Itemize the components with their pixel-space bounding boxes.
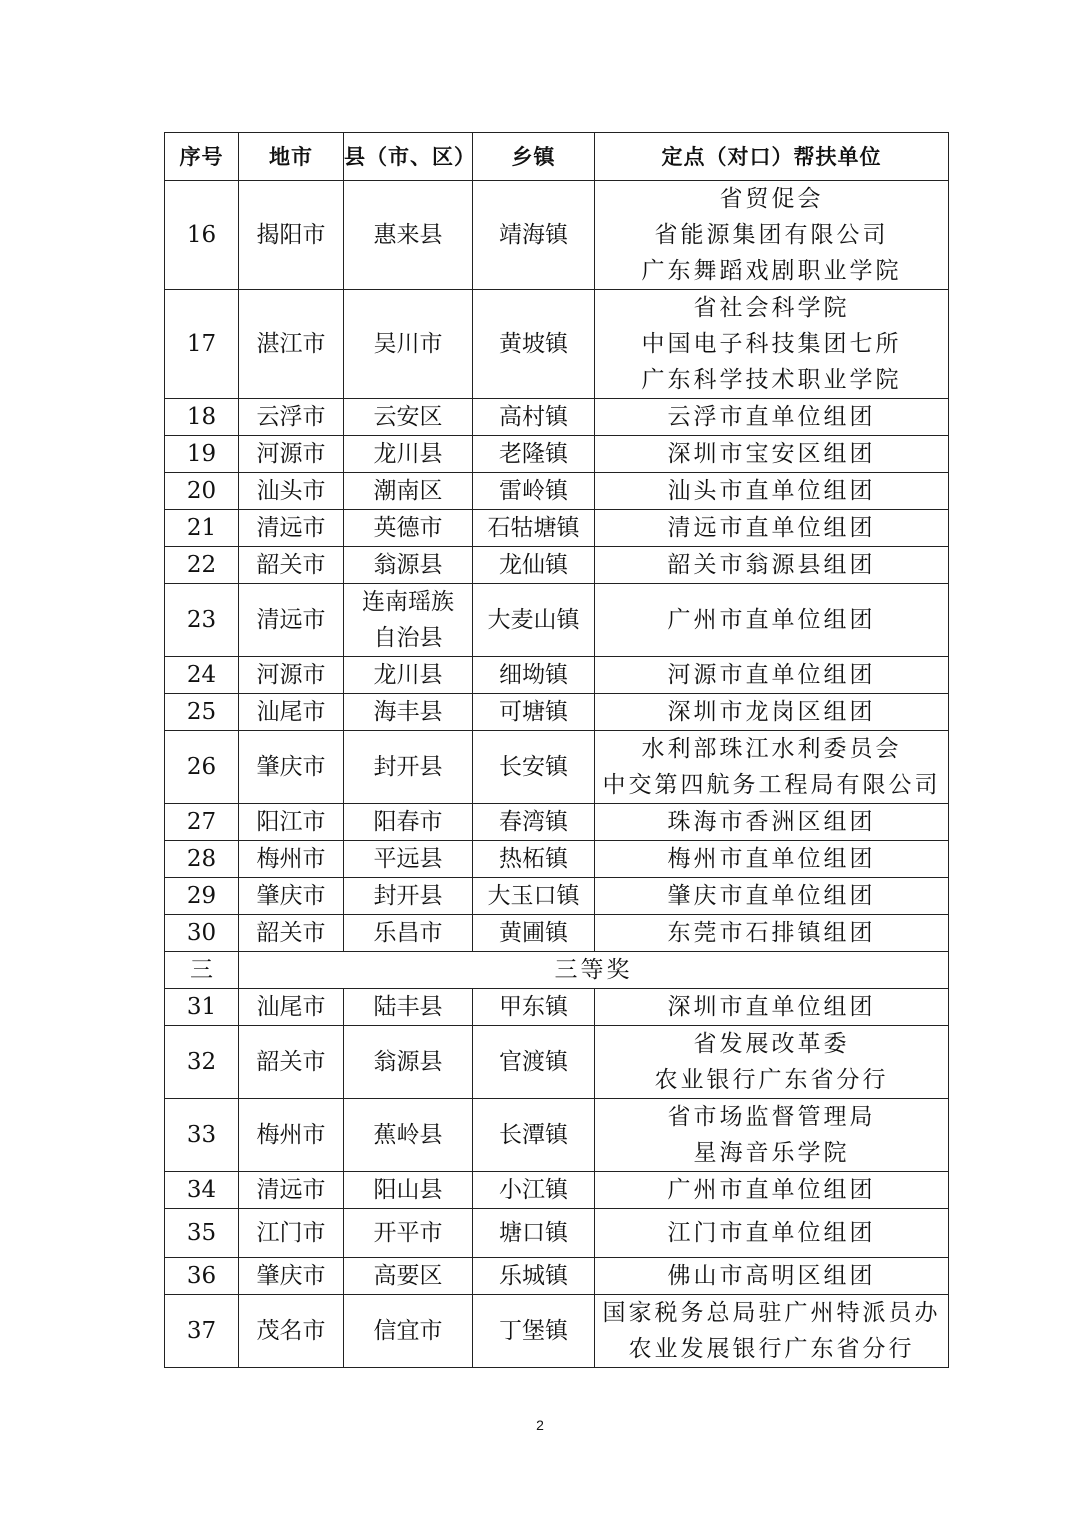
support-unit: 汕头市直单位组团 (667, 478, 876, 504)
header-serial: 序号 (165, 133, 239, 181)
table-row (165, 731, 949, 804)
support-unit: 省发展改革委 (693, 1031, 850, 1057)
cell-town: 黄圃镇 (473, 915, 595, 952)
cell-town: 黄坡镇 (473, 290, 595, 399)
table-body-third-prize (165, 989, 949, 1368)
cell-town: 丁堡镇 (473, 1295, 595, 1368)
cell-county: 封开县 (344, 731, 473, 804)
cell-serial: 24 (165, 657, 239, 694)
cell-city: 河源市 (239, 436, 344, 473)
header-support-unit: 定点（对口）帮扶单位 (595, 133, 949, 181)
cell-serial: 19 (165, 436, 239, 473)
cell-city: 清远市 (239, 1172, 344, 1209)
cell-city: 揭阳市 (239, 181, 344, 290)
cell-city: 肇庆市 (239, 878, 344, 915)
support-unit: 深圳市直单位组团 (667, 994, 876, 1020)
cell-support-units (595, 989, 949, 1026)
cell-town: 大玉口镇 (473, 878, 595, 915)
header-city: 地市 (239, 133, 344, 181)
cell-support-units (595, 1026, 949, 1099)
county-line: 自治县 (373, 625, 443, 651)
header-town: 乡镇 (473, 133, 595, 181)
cell-serial: 23 (165, 584, 239, 657)
page-number: 2 (536, 1417, 544, 1433)
support-unit: 星海音乐学院 (693, 1140, 850, 1166)
cell-county: 云安区 (344, 399, 473, 436)
cell-county: 海丰县 (344, 694, 473, 731)
table-row (165, 1099, 949, 1172)
cell-support-units (595, 1172, 949, 1209)
cell-city: 清远市 (239, 510, 344, 547)
cell-county: 开平市 (344, 1209, 473, 1258)
cell-town: 高村镇 (473, 399, 595, 436)
table-row (165, 290, 949, 399)
support-unit: 国家税务总局驻广州特派员办 (602, 1300, 941, 1326)
cell-town: 雷岭镇 (473, 473, 595, 510)
cell-city: 肇庆市 (239, 1258, 344, 1295)
cell-county: 英德市 (344, 510, 473, 547)
cell-city: 江门市 (239, 1209, 344, 1258)
cell-city: 湛江市 (239, 290, 344, 399)
cell-county: 平远县 (344, 841, 473, 878)
cell-county: 封开县 (344, 878, 473, 915)
cell-support-units (595, 510, 949, 547)
cell-serial: 34 (165, 1172, 239, 1209)
support-unit: 佛山市高明区组团 (667, 1263, 876, 1289)
cell-county (344, 584, 473, 657)
support-unit: 河源市直单位组团 (667, 662, 876, 688)
cell-support-units (595, 731, 949, 804)
cell-serial: 16 (165, 181, 239, 290)
table-row (165, 1295, 949, 1368)
support-unit: 广东科学技术职业学院 (641, 367, 902, 393)
cell-serial: 22 (165, 547, 239, 584)
cell-city: 韶关市 (239, 915, 344, 952)
cell-support-units (595, 1295, 949, 1368)
table-row (165, 694, 949, 731)
cell-county: 陆丰县 (344, 989, 473, 1026)
table-row (165, 473, 949, 510)
table-row (165, 547, 949, 584)
cell-support-units (595, 473, 949, 510)
cell-city: 汕尾市 (239, 989, 344, 1026)
table-row (165, 915, 949, 952)
cell-serial: 20 (165, 473, 239, 510)
table-row (165, 436, 949, 473)
support-unit: 中国电子科技集团七所 (641, 331, 902, 357)
cell-county: 龙川县 (344, 436, 473, 473)
support-unit: 东莞市石排镇组团 (667, 920, 876, 946)
table-row (165, 399, 949, 436)
header-county: 县（市、区） (344, 133, 473, 181)
support-unit: 深圳市宝安区组团 (667, 441, 876, 467)
cell-county: 信宜市 (344, 1295, 473, 1368)
table-row (165, 657, 949, 694)
cell-town: 石牯塘镇 (473, 510, 595, 547)
cell-town: 龙仙镇 (473, 547, 595, 584)
cell-county: 蕉岭县 (344, 1099, 473, 1172)
table-row (165, 878, 949, 915)
cell-city: 云浮市 (239, 399, 344, 436)
cell-county: 翁源县 (344, 547, 473, 584)
cell-city: 河源市 (239, 657, 344, 694)
cell-town: 官渡镇 (473, 1026, 595, 1099)
support-unit: 韶关市翁源县组团 (667, 552, 876, 578)
cell-town: 大麦山镇 (473, 584, 595, 657)
table-row (165, 181, 949, 290)
cell-county: 阳春市 (344, 804, 473, 841)
cell-town: 老隆镇 (473, 436, 595, 473)
cell-town: 细坳镇 (473, 657, 595, 694)
cell-town: 可塘镇 (473, 694, 595, 731)
cell-town: 靖海镇 (473, 181, 595, 290)
support-unit: 清远市直单位组团 (667, 515, 876, 541)
cell-serial: 25 (165, 694, 239, 731)
cell-serial: 37 (165, 1295, 239, 1368)
section-title: 三等奖 (239, 952, 949, 989)
cell-county: 惠来县 (344, 181, 473, 290)
support-unit: 广州市直单位组团 (667, 607, 876, 633)
county-line: 连南瑶族 (362, 589, 454, 615)
cell-county: 翁源县 (344, 1026, 473, 1099)
table-row (165, 989, 949, 1026)
cell-support-units (595, 915, 949, 952)
support-unit: 农业发展银行广东省分行 (628, 1336, 915, 1362)
cell-town: 塘口镇 (473, 1209, 595, 1258)
table-row (165, 1258, 949, 1295)
award-table (164, 132, 949, 1368)
table-row (165, 1209, 949, 1258)
cell-county: 阳山县 (344, 1172, 473, 1209)
cell-city: 阳江市 (239, 804, 344, 841)
section-row (165, 952, 949, 989)
cell-county: 潮南区 (344, 473, 473, 510)
cell-support-units (595, 1209, 949, 1258)
cell-support-units (595, 181, 949, 290)
cell-support-units (595, 1258, 949, 1295)
cell-support-units (595, 804, 949, 841)
cell-county: 龙川县 (344, 657, 473, 694)
cell-city: 韶关市 (239, 1026, 344, 1099)
cell-county: 高要区 (344, 1258, 473, 1295)
table-row (165, 1172, 949, 1209)
cell-support-units (595, 878, 949, 915)
cell-support-units (595, 694, 949, 731)
table-row (165, 584, 949, 657)
support-unit: 农业银行广东省分行 (654, 1067, 889, 1093)
cell-serial: 27 (165, 804, 239, 841)
cell-serial: 28 (165, 841, 239, 878)
cell-serial: 30 (165, 915, 239, 952)
cell-county: 吴川市 (344, 290, 473, 399)
cell-serial: 31 (165, 989, 239, 1026)
cell-town: 小江镇 (473, 1172, 595, 1209)
table-row (165, 1026, 949, 1099)
support-unit: 珠海市香洲区组团 (667, 809, 876, 835)
cell-serial: 36 (165, 1258, 239, 1295)
support-unit: 云浮市直单位组团 (667, 404, 876, 430)
cell-serial: 29 (165, 878, 239, 915)
cell-town: 热柘镇 (473, 841, 595, 878)
cell-serial: 33 (165, 1099, 239, 1172)
cell-support-units (595, 290, 949, 399)
cell-town: 乐城镇 (473, 1258, 595, 1295)
cell-town: 长安镇 (473, 731, 595, 804)
table-row (165, 841, 949, 878)
cell-support-units (595, 841, 949, 878)
cell-support-units (595, 584, 949, 657)
support-unit: 江门市直单位组团 (667, 1220, 876, 1246)
table-row (165, 804, 949, 841)
support-unit: 省贸促会 (719, 186, 824, 212)
cell-support-units (595, 657, 949, 694)
support-unit: 水利部珠江水利委员会 (641, 736, 902, 762)
cell-city: 汕尾市 (239, 694, 344, 731)
table-section-third-prize (165, 952, 949, 989)
support-unit: 广东舞蹈戏剧职业学院 (641, 258, 902, 284)
cell-city: 清远市 (239, 584, 344, 657)
support-unit: 深圳市龙岗区组团 (667, 699, 876, 725)
cell-serial: 21 (165, 510, 239, 547)
table-row (165, 510, 949, 547)
cell-city: 梅州市 (239, 841, 344, 878)
cell-city: 汕头市 (239, 473, 344, 510)
cell-support-units (595, 436, 949, 473)
cell-serial: 26 (165, 731, 239, 804)
cell-city: 韶关市 (239, 547, 344, 584)
section-number: 三 (165, 952, 239, 989)
cell-town: 长潭镇 (473, 1099, 595, 1172)
cell-town: 甲东镇 (473, 989, 595, 1026)
support-unit: 中交第四航务工程局有限公司 (602, 772, 941, 798)
support-unit: 肇庆市直单位组团 (667, 883, 876, 909)
support-unit: 广州市直单位组团 (667, 1177, 876, 1203)
cell-city: 茂名市 (239, 1295, 344, 1368)
support-unit: 省市场监督管理局 (667, 1104, 876, 1130)
support-unit: 省社会科学院 (693, 295, 850, 321)
table-body-second-prize (165, 181, 949, 952)
table-header-row (165, 133, 949, 181)
cell-support-units (595, 399, 949, 436)
cell-city: 梅州市 (239, 1099, 344, 1172)
cell-city: 肇庆市 (239, 731, 344, 804)
cell-serial: 35 (165, 1209, 239, 1258)
support-unit: 梅州市直单位组团 (667, 846, 876, 872)
cell-serial: 32 (165, 1026, 239, 1099)
cell-support-units (595, 547, 949, 584)
cell-support-units (595, 1099, 949, 1172)
cell-serial: 18 (165, 399, 239, 436)
support-unit: 省能源集团有限公司 (654, 222, 889, 248)
cell-serial: 17 (165, 290, 239, 399)
cell-county: 乐昌市 (344, 915, 473, 952)
cell-town: 春湾镇 (473, 804, 595, 841)
